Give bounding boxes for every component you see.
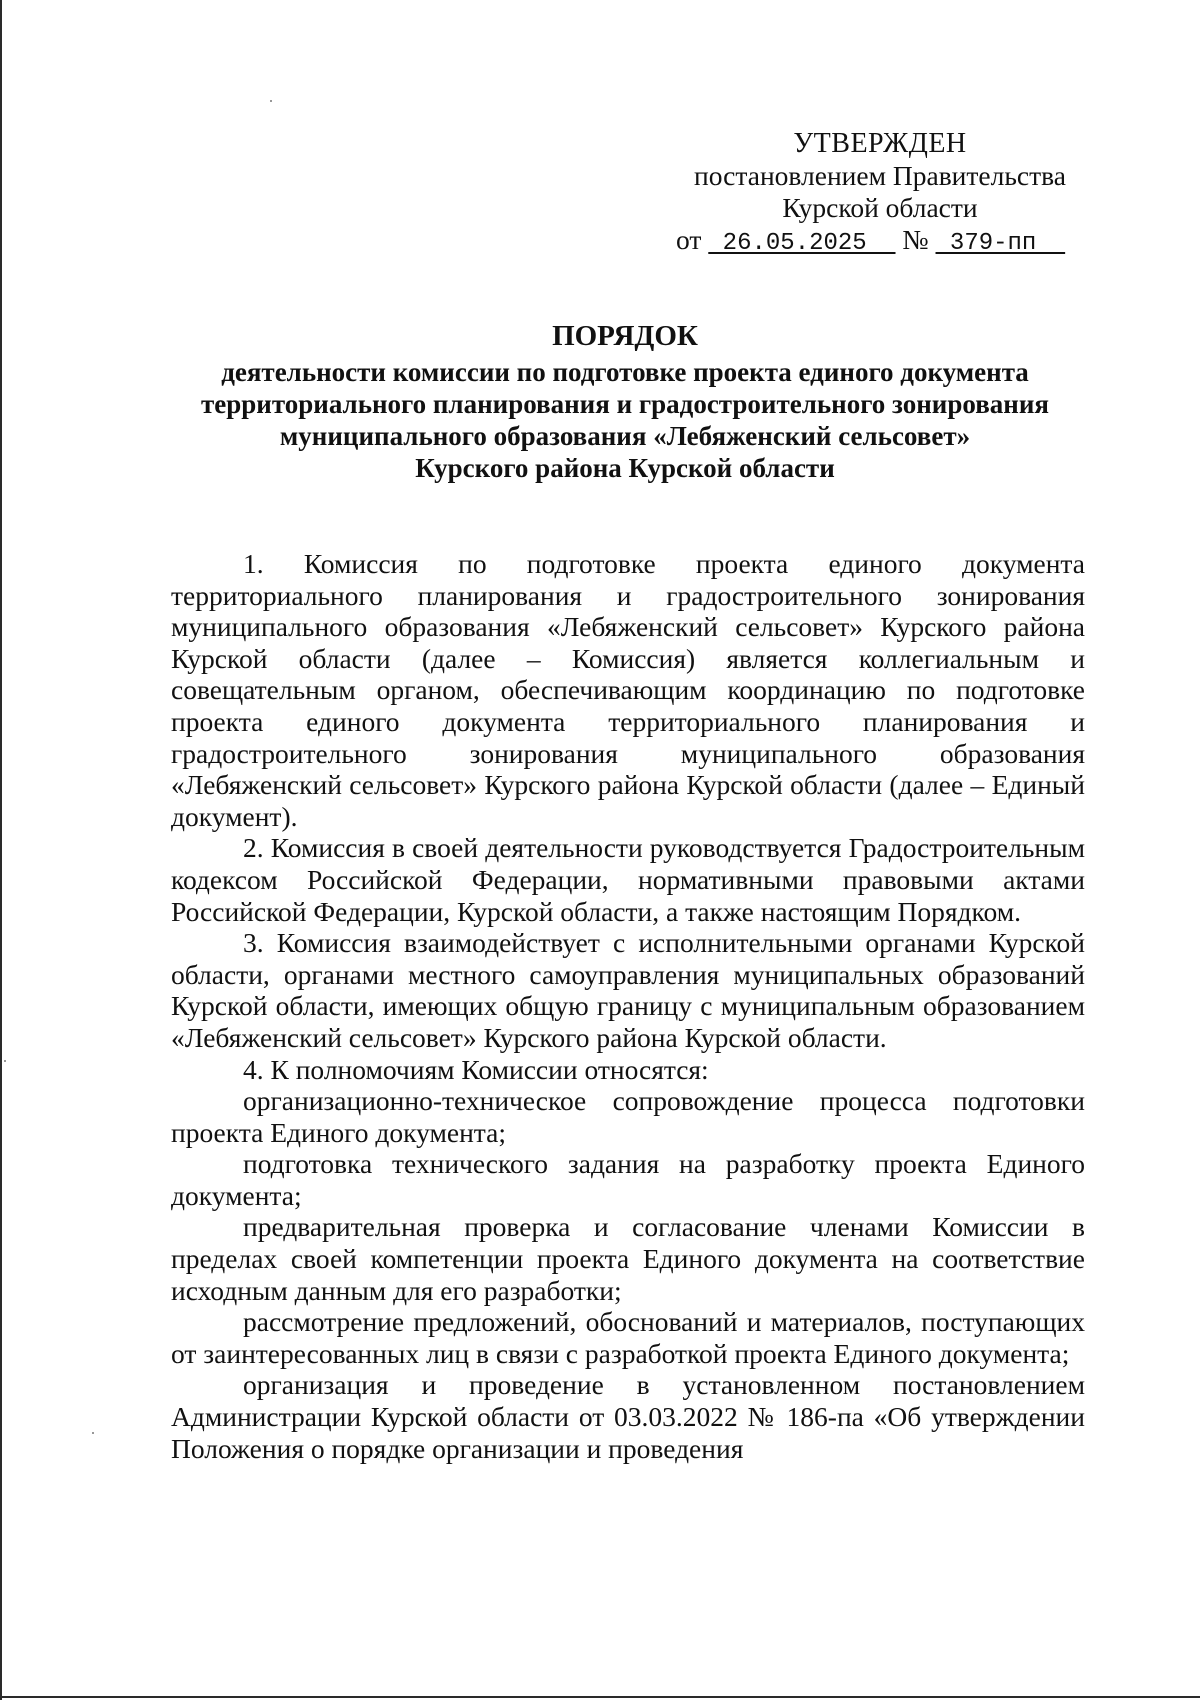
paragraph-1: 1. Комиссия по подготовке проекта единого документа территориального планирования и градостроительного зонирования муниципального образования «Лебяженский сельсовет» Курского района Курской области (далее – Комиссия) является коллегиальным и совещательным органом, обеспечивающим координацию по подготовке проекта единого документа территориального планирования и градостроительного зонирования муниципального образования «Лебяженский сельсовет» Курского района Курской области (далее – Единый документ). <box>171 548 1085 832</box>
scan-speck <box>4 1060 6 1062</box>
document-title: ПОРЯДОК <box>552 320 698 352</box>
document-body <box>171 548 1085 1464</box>
approval-date-line <box>676 224 1080 260</box>
scan-speck <box>270 100 272 102</box>
list-item: предварительная проверка и согласование членами Комиссии в пределах своей компетенции проекта Единого документа на соответствие исходным данным для его разработки; <box>171 1211 1085 1306</box>
list-item: подготовка технического задания на разработку проекта Единого документа; <box>171 1148 1085 1211</box>
list-item: организационно-техническое сопровождение процесса подготовки проекта Единого документа; <box>171 1085 1085 1148</box>
scan-left-edge <box>0 0 2 1700</box>
list-item: рассмотрение предложений, обоснований и материалов, поступающих от заинтересованных лиц в связи с разработкой проекта Единого документа; <box>171 1306 1085 1369</box>
document-subtitle-line: деятельности комиссии по подготовке проекта единого документа <box>221 357 1029 387</box>
document-subtitle-line: Курского района Курской области <box>415 453 835 483</box>
approval-title: УТВЕРЖДЕН <box>793 128 967 159</box>
document-subtitle-line: территориального планирования и градостроительного зонирования <box>201 389 1049 419</box>
scan-speck <box>92 1432 94 1434</box>
paragraph-3: 3. Комиссия взаимодействует с исполнительными органами Курской области, органами местного самоуправления муниципальных образований Курской области, имеющих общую границу с муниципальным образованием «Лебяженский сельсовет» Курского района Курской области. <box>171 927 1085 1053</box>
date-prefix: от <box>676 224 702 255</box>
list-item: организация и проведение в установленном постановлением Администрации Курской области от 03.03.2022 № 186-па «Об утверждении Положения о порядке организации и проведения <box>171 1369 1085 1464</box>
approval-stamp-block <box>676 128 1080 260</box>
document-heading <box>150 320 1100 484</box>
paragraph-4: 4. К полномочиям Комиссии относятся: <box>243 1053 709 1085</box>
number-prefix: № <box>902 224 929 255</box>
document-subtitle-line: муниципального образования «Лебяженский сельсовет» <box>279 421 971 451</box>
scan-bottom-edge <box>0 1696 1200 1698</box>
approval-line-1: постановлением Правительства <box>694 160 1066 191</box>
approval-line-2: Курской области <box>782 192 978 223</box>
approval-date: 26.05.2025 <box>708 230 896 257</box>
paragraph-2: 2. Комиссия в своей деятельности руководствуется Градостроительным кодексом Российской Федерации, нормативными правовыми актами Российской Федерации, Курской области, а также настоящим Порядком. <box>171 832 1085 927</box>
approval-number: 379-пп <box>935 230 1066 257</box>
